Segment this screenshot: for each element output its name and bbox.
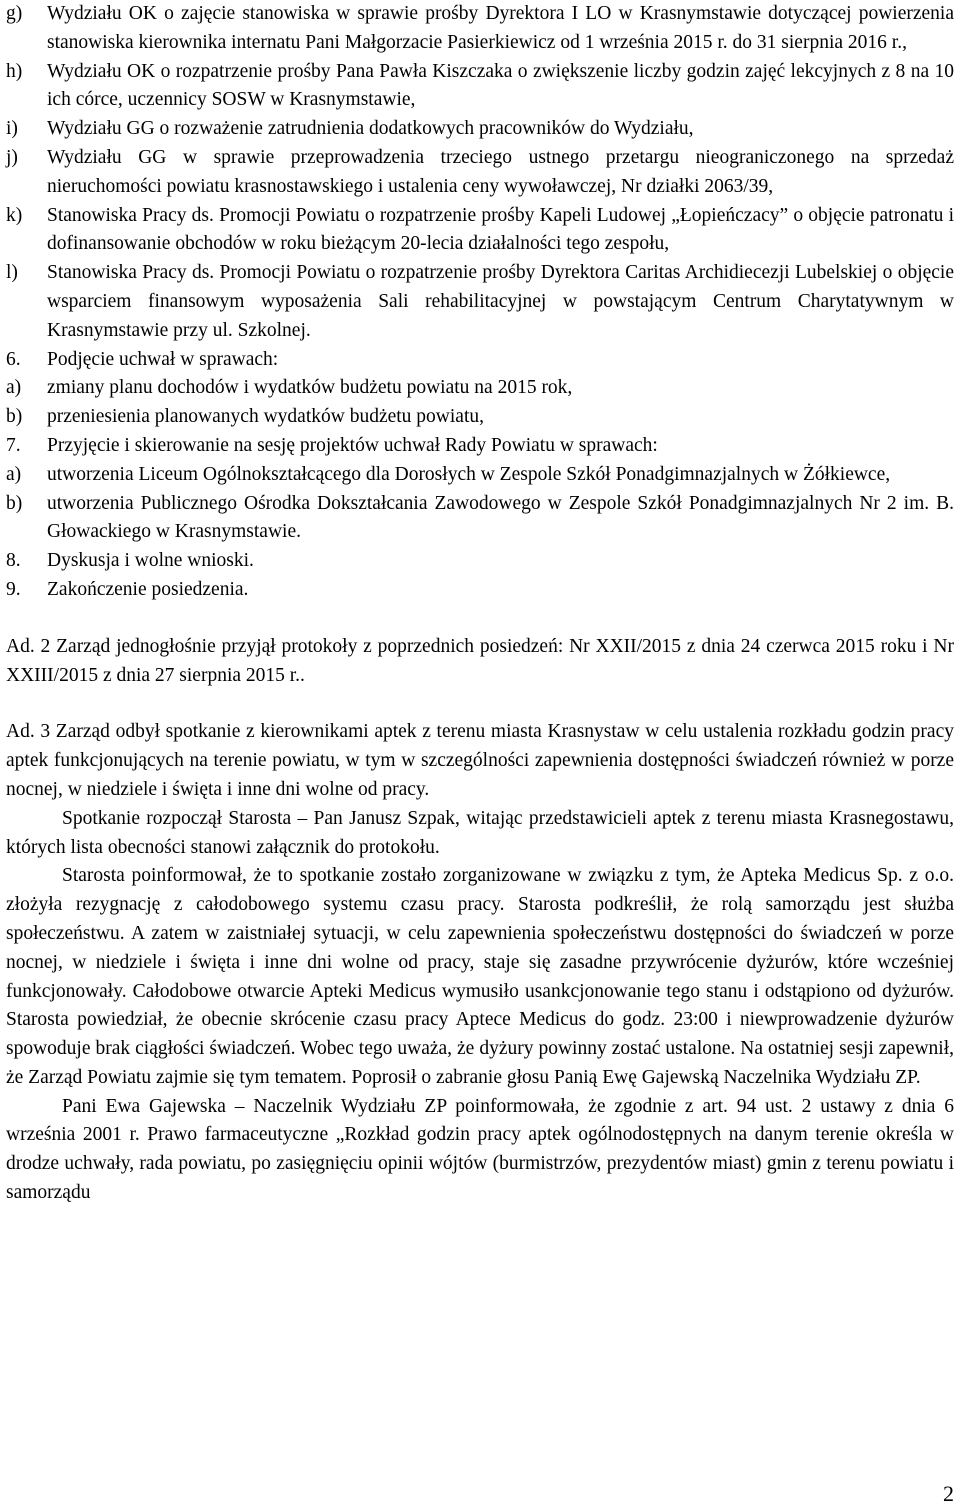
list-label: j) bbox=[6, 146, 18, 168]
ad3-paragraph bbox=[6, 718, 954, 804]
agenda-item bbox=[6, 547, 954, 576]
document-body bbox=[6, 0, 954, 1208]
spacer bbox=[6, 690, 954, 718]
agenda-text: Podjęcie uchwał w sprawach: bbox=[47, 348, 279, 370]
list-label: a) bbox=[6, 377, 22, 399]
body-paragraph: Starosta poinformował, że to spotkanie zostało zorganizowane w związku z tym, że Apteka Medicus Sp. z o.o. złożyła rezygnację z całodobowego systemu czasu pracy. Starosta podkreślił, że rolą samorządu jest służba społeczeństwu. A zatem w zaistniałej sytuacji, w celu zapewnienia społeczeństwu dostępności do świadczeń w porze nocnej, w niedziele i święta i inne dni wolne od pracy, staje się zasadne przywrócenie dyżurów, które wcześniej funkcjonowały. Całodobowe otwarcie Apteki Medicus wymusiło usankcjonowanie tego stanu i odstąpiono od dyżurów. Starosta powiedział, że obecnie skrócenie czasu pracy Aptece Medicus do godz. 23:00 i niewprowadzenie dyżurów spowoduje brak ciągłości świadczeń. Wobec tego uważa, że dyżury powinny zostać ustalone. Na ostatniej sesji zapewnił, że Zarząd Powiatu zajmie się tym tematem. Poprosił o zabranie głosu Panią Ewę Gajewską Naczelnika Wydziału ZP. bbox=[6, 865, 954, 1088]
list-item bbox=[6, 144, 954, 202]
list-label: k) bbox=[6, 204, 23, 226]
agenda-text: Zakończenie posiedzenia. bbox=[47, 578, 249, 600]
list-item bbox=[6, 259, 954, 345]
list-label: l) bbox=[6, 262, 18, 284]
list-item bbox=[6, 461, 954, 490]
ad2-paragraph bbox=[6, 633, 954, 691]
list-text: Wydziału GG o rozważenie zatrudnienia dodatkowych pracowników do Wydziału, bbox=[47, 118, 694, 140]
body-paragraph: Pani Ewa Gajewska – Naczelnik Wydziału ZP poinformowała, że zgodnie z art. 94 ust. 2 ustawy z dnia 6 września 2001 r. Prawo farmaceutyczne „Rozkład godzin pracy aptek ogólnodostępnych na danym terenie określa w drodze uchwały, rada powiatu, po zasięgnięciu opinii wójtów (burmistrzów, prezydentów miast) gmin z terenu powiatu i samorządu bbox=[6, 1095, 954, 1204]
list-text: Stanowiska Pracy ds. Promocji Powiatu o rozpatrzenie prośby Kapeli Ludowej „Łopieńczacy” o objęcie patronatu i dofinansowanie obchodów w roku bieżącym 20-lecia działalności tego zespołu, bbox=[47, 204, 954, 255]
list-item bbox=[6, 58, 954, 116]
list-item bbox=[6, 115, 954, 144]
list-label: a) bbox=[6, 463, 22, 485]
ad2-text: Zarząd jednogłośnie przyjął protokoły z poprzednich posiedzeń: Nr XXII/2015 z dnia 24 czerwca 2015 roku i Nr XXIII/2015 z dnia 27 sierpnia 2015 r.. bbox=[6, 635, 954, 686]
list-text: Wydziału GG w sprawie przeprowadzenia trzeciego ustnego przetargu nieograniczonego na sprzedaż nieruchomości powiatu krasnostawskiego i ustalenia ceny wywoławczej, Nr działki 2063/39, bbox=[47, 146, 954, 197]
list-text: zmiany planu dochodów i wydatków budżetu powiatu na 2015 rok, bbox=[47, 377, 573, 399]
agenda-number: 8. bbox=[6, 550, 21, 572]
list-text: Wydziału OK o rozpatrzenie prośby Pana Pawła Kiszczaka o zwiększenie liczby godzin zajęć lekcyjnych z 8 na 10 ich córce, uczennicy SOSW w Krasnymstawie, bbox=[47, 60, 954, 111]
agenda-text: Przyjęcie i skierowanie na sesję projektów uchwał Rady Powiatu w sprawach: bbox=[47, 434, 658, 456]
agenda-item bbox=[6, 576, 954, 605]
agenda-number: 9. bbox=[6, 578, 21, 600]
list-text: Stanowiska Pracy ds. Promocji Powiatu o rozpatrzenie prośby Dyrektora Caritas Archidiecezji Lubelskiej o objęcie wsparciem finansowym wyposażenia Sali rehabilitacyjnej w powstającym Centrum Charytatywnym w Krasnymstawie przy ul. Szkolnej. bbox=[47, 262, 954, 341]
body-paragraph: Spotkanie rozpoczął Starosta – Pan Janusz Szpak, witając przedstawicieli aptek z terenu miasta Krasnegostawu, których lista obecności stanowi załącznik do protokołu. bbox=[6, 807, 954, 858]
list-label: h) bbox=[6, 60, 23, 82]
list-label: b) bbox=[6, 406, 23, 428]
list-item bbox=[6, 403, 954, 432]
list-item bbox=[6, 202, 954, 260]
list-text: utworzenia Liceum Ogólnokształcącego dla Dorosłych w Zespole Szkół Ponadgimnazjalnych w Żółkiewce, bbox=[47, 463, 891, 485]
list-item bbox=[6, 374, 954, 403]
page-number: 2 bbox=[943, 1481, 954, 1506]
agenda-item bbox=[6, 432, 954, 461]
ad3-text: Zarząd odbył spotkanie z kierownikami aptek z terenu miasta Krasnystaw w celu ustalenia rozkładu godzin pracy aptek funkcjonujących na terenie powiatu, w tym w szczególności zapewnienia dostępności świadczeń również w porze nocnej, w niedziele i święta i inne dni wolne od pracy. bbox=[6, 721, 954, 800]
spacer bbox=[6, 605, 954, 633]
list-text: przeniesienia planowanych wydatków budżetu powiatu, bbox=[47, 406, 484, 428]
list-label: i) bbox=[6, 118, 18, 140]
ad3-heading: Ad. 3 bbox=[6, 721, 51, 743]
list-label: g) bbox=[6, 3, 23, 24]
list-item bbox=[6, 490, 954, 548]
agenda-number: 7. bbox=[6, 434, 21, 456]
list-text: Wydziału OK o zajęcie stanowiska w sprawie prośby Dyrektora I LO w Krasnymstawie dotyczącej powierzenia stanowiska kierownika internatu Pani Małgorzacie Pasierkiewicz od 1 września 2015 r. do 31 sierpnia 2016 r., bbox=[47, 3, 954, 53]
agenda-number: 6. bbox=[6, 348, 21, 370]
list-text: utworzenia Publicznego Ośrodka Dokształcania Zawodowego w Zespole Szkół Ponadgimnazjalnych Nr 2 im. B. Głowackiego w Krasnymstawie. bbox=[47, 492, 954, 543]
agenda-item bbox=[6, 346, 954, 375]
list-item bbox=[6, 0, 954, 58]
list-label: b) bbox=[6, 492, 23, 514]
agenda-text: Dyskusja i wolne wnioski. bbox=[47, 550, 254, 572]
ad2-heading: Ad. 2 bbox=[6, 635, 51, 657]
